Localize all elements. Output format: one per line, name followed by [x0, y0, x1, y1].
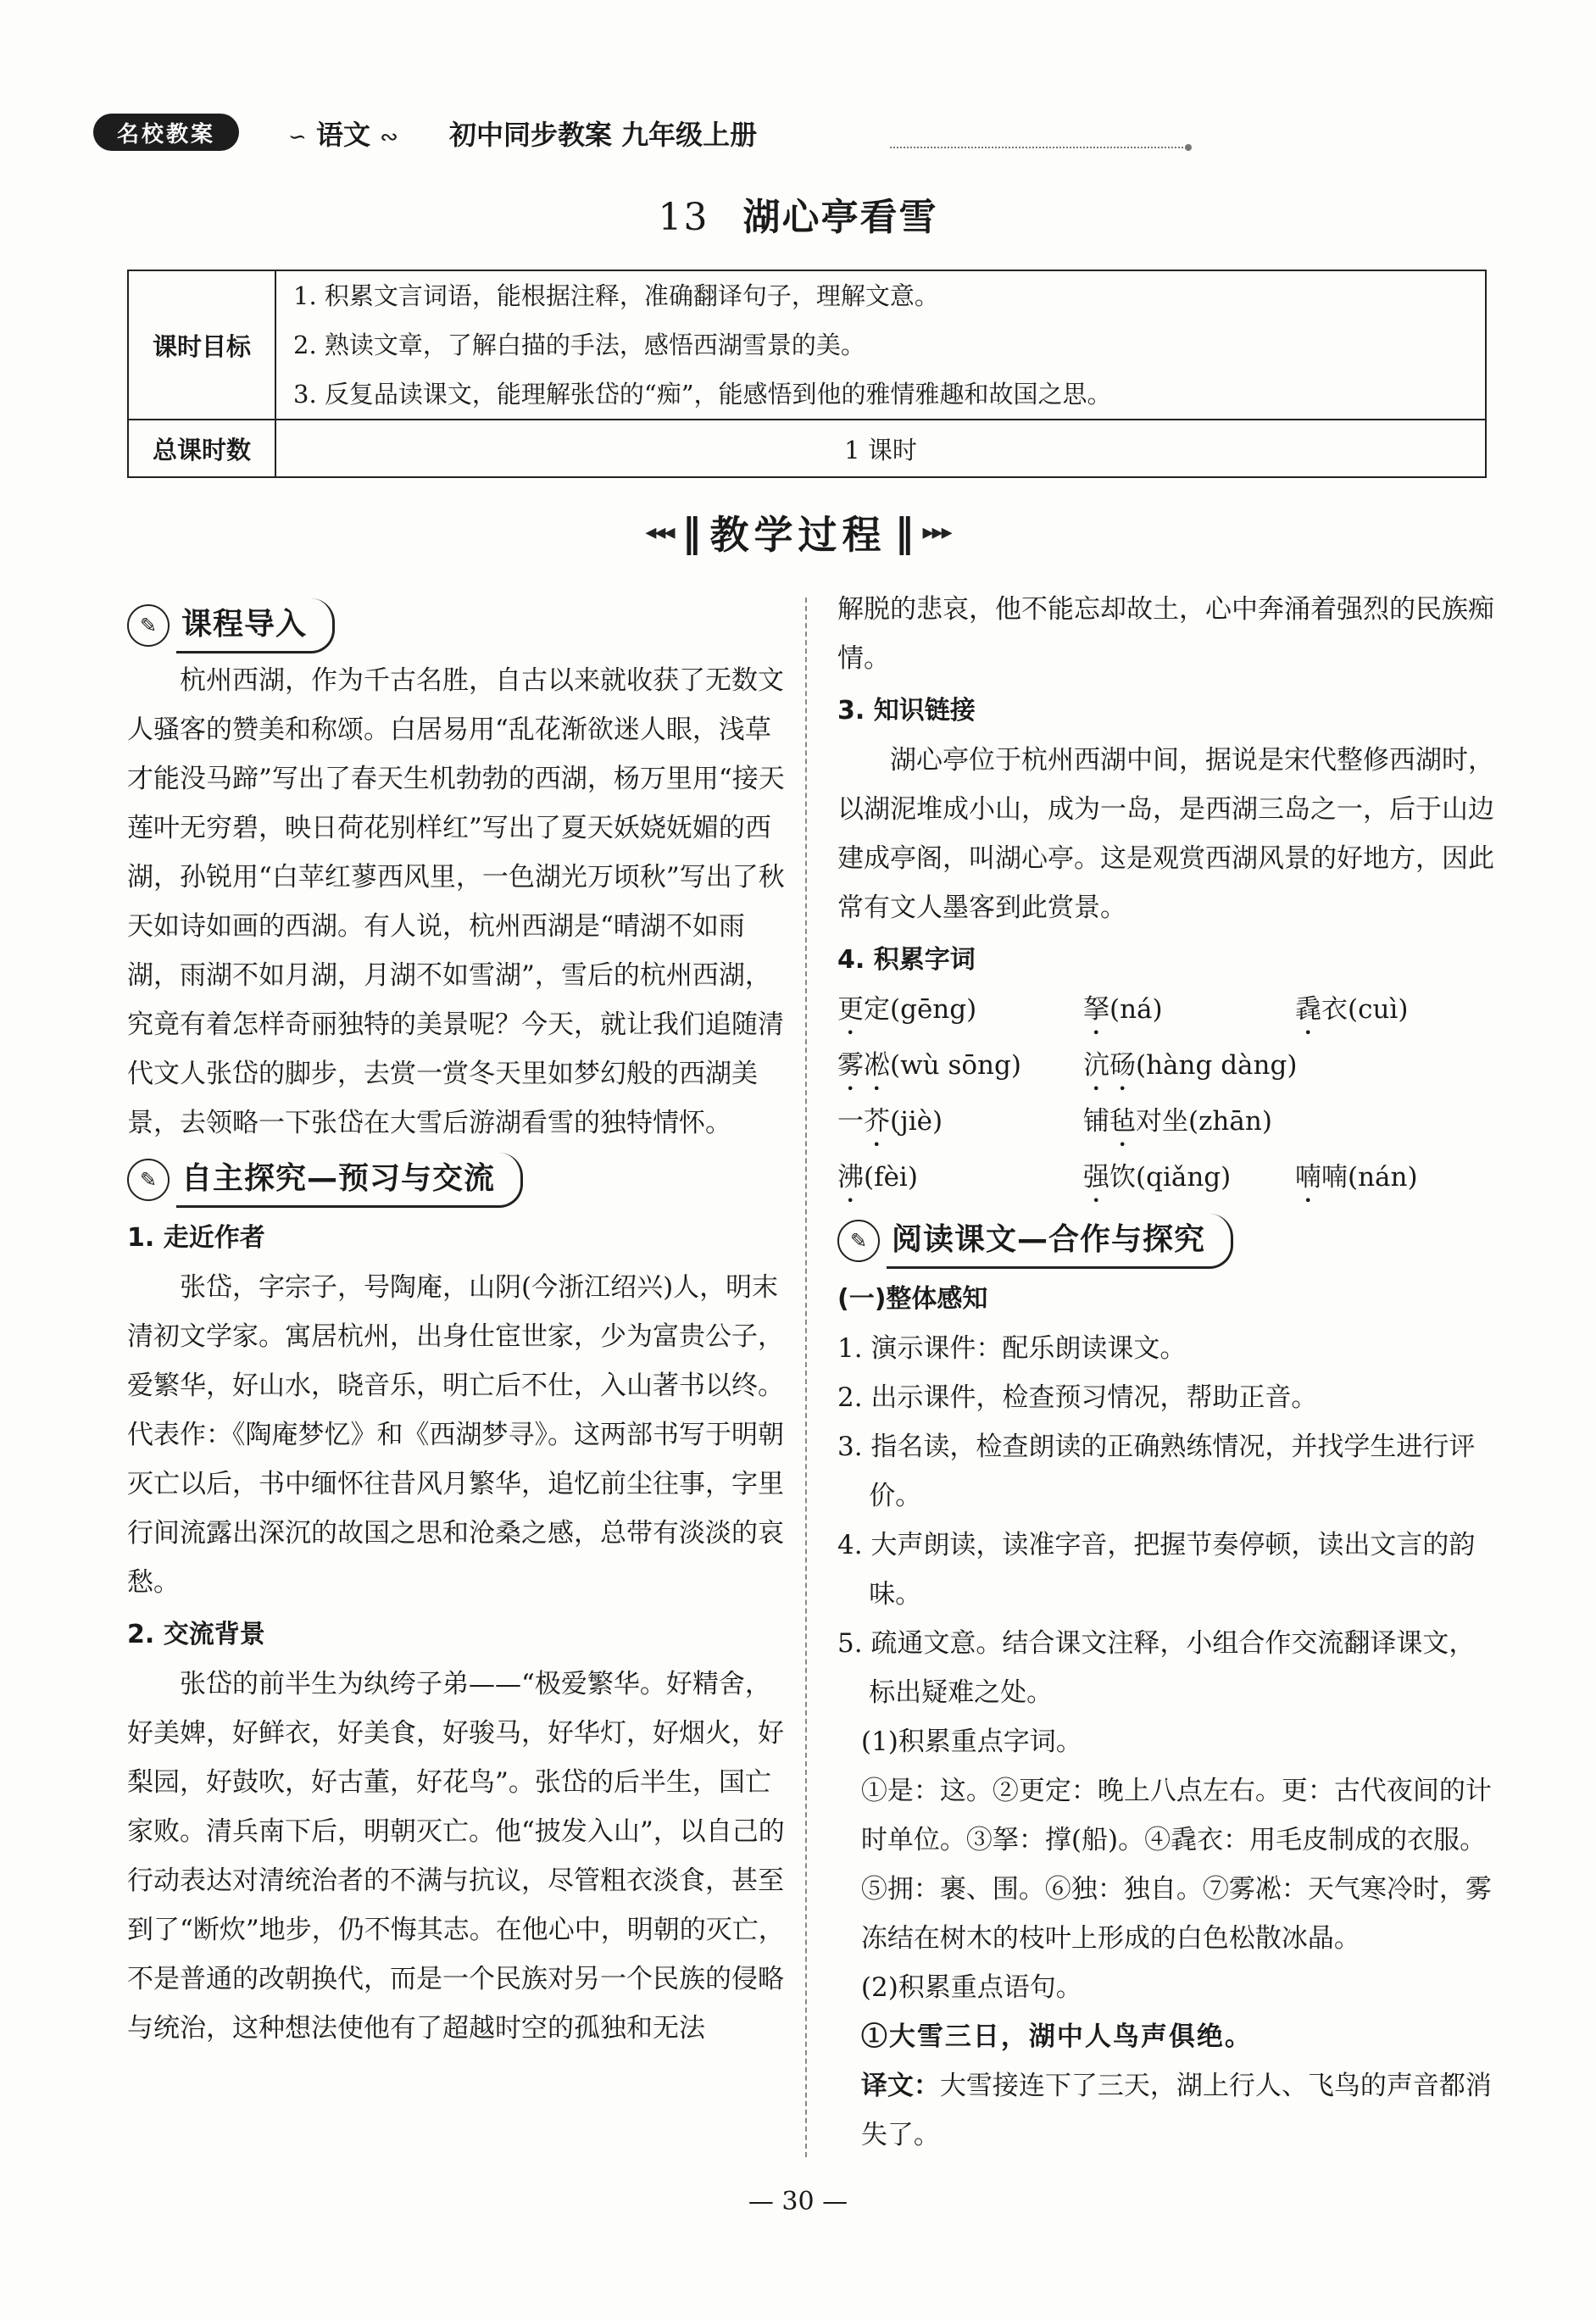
step-item: 5. 疏通文意。结合课文注释，小组合作交流翻译课文，标出疑难之处。	[837, 1628, 1476, 1708]
vocab-heading: 4. 积累字词	[837, 945, 976, 975]
goal-item: 3. 反复品读课文，能理解张岱的“痴”，能感悟到他的雅情雅趣和故国之思。	[293, 380, 1112, 409]
subject-label	[288, 114, 398, 153]
goal-item: 2. 熟读文章，了解白描的手法，感悟西湖雪景的美。	[293, 331, 865, 359]
intro-paragraph: 杭州西湖，作为千古名胜，自古以来就收获了无数文人骚客的赞美和称颂。白居易用“乱花渐欲迷人眼，浅草才能没马蹄”写出了春天生机勃勃的西湖，杨万里用“接天莲叶无穷碧，映日荷花别样红”写出了夏天妖娆妩媚的西湖，孙锐用“白苹红蓼西风里，一色湖光万顷秋”写出了秋天如诗如画的西湖。有人说，杭州西湖是“晴湖不如雨湖，雨湖不如月湖，月湖不如雪湖”，雪后的杭州西湖，究竟有着怎样奇丽独特的美景呢？今天，就让我们追随清代文人张岱的脚步，去赏一赏冬天里如梦幻般的西湖美景，去领略一下张岱在大雪后游湖看雪的独特情怀。	[127, 665, 785, 1138]
book-title: 初中同步教案 九年级上册	[449, 119, 758, 151]
part-heading: (一)整体感知	[837, 1284, 988, 1314]
vocab-item: 拏(ná)	[1083, 994, 1163, 1025]
banner-bar-right-icon: ‖	[894, 509, 915, 555]
explore-heading-text: 自主探究—预习与交流	[176, 1153, 523, 1208]
intro-heading-text: 课程导入	[176, 598, 335, 653]
intro-heading	[127, 600, 335, 651]
vocab-item: 一芥(jiè)	[837, 1106, 943, 1137]
banner-arrows-left: ◂◂◂	[645, 520, 674, 545]
left-column	[127, 593, 788, 2053]
author-heading: 1. 走近作者	[127, 1223, 265, 1253]
author-paragraph: 张岱，字宗子，号陶庵，山阴(今浙江绍兴)人，明末清初文学家。寓居杭州，出身仕宦世家，少为富贵公子，爱繁华，好山水，晓音乐，明亡后不仕，入山著书以终。代表作：《陶庵梦忆》和《西湖梦寻》。这两部书写于明朝灭亡以后，书中缅怀往昔风月繁华，追忆前尘往事，字里行间流露出深沉的故国之思和沧桑之感，总带有淡淡的哀愁。	[127, 1272, 784, 1598]
explore-heading	[127, 1154, 523, 1205]
lesson-title	[0, 186, 1596, 241]
translation-text: 大雪接连下了三天，湖上行人、飞鸟的声音都消失了。	[860, 2071, 1492, 2150]
section-banner	[0, 500, 1596, 564]
page-number: — 30 —	[748, 2187, 848, 2216]
vocab-item: 毳衣(cuì)	[1295, 994, 1409, 1025]
goals-label: 课时目标	[128, 270, 275, 420]
step-item: 2. 出示课件，检查预习情况，帮助正音。	[837, 1382, 1318, 1413]
section-badge-icon: ✎	[127, 604, 170, 647]
right-column	[837, 585, 1499, 2160]
link-paragraph: 湖心亭位于杭州西湖中间，据说是宋代整修西湖时，以湖泥堆成小山，成为一岛，是西湖三岛之一，后于山边建成亭阁，叫湖心亭。这是观赏西湖风景的好地方，因此常有文人墨客到此赏景。	[837, 745, 1494, 923]
series-logo: 名校教案	[93, 114, 239, 151]
vocab-item: 喃喃(nán)	[1295, 1162, 1418, 1193]
background-paragraph: 张岱的前半生为纨绔子弟——“极爱繁华。好精舍，好美婢，好鲜衣，好美食，好骏马，好华灯，好烟火，好梨园，好鼓吹，好古董，好花鸟”。张岱的后半生，国亡家败。清兵南下后，明朝灭亡。他“披发入山”，以自己的行动表达对清统治者的不满与抗议，尽管粗衣淡食，甚至到了“断炊”地步，仍不悔其志。在他心中，明朝的灭亡，不是普通的改朝换代，而是一个民族对另一个民族的侵略与统治，这种想法使他有了超越时空的孤独和无法	[127, 1669, 785, 2044]
vocab-item: 强饮(qiǎng)	[1083, 1162, 1232, 1193]
subject-text: 语文	[315, 119, 370, 151]
vocab-item: 雾凇(wù sōng)	[837, 1050, 1021, 1081]
goal-item: 1. 积累文言词语，能根据注释，准确翻译句子，理解文意。	[293, 281, 939, 310]
step-item: 4. 大声朗读，读准字音，把握节奏停顿，读出文言的韵味。	[837, 1530, 1476, 1610]
sentences-subheading: (2)积累重点语句。	[860, 1972, 1082, 2003]
lesson-name: 湖心亭看雪	[742, 196, 938, 239]
key-sentence: ①大雪三日，湖中人鸟声俱绝。	[860, 2021, 1253, 2052]
column-divider	[805, 598, 807, 2157]
link-heading: 3. 知识链接	[837, 696, 976, 726]
swirl-left-icon: ∽	[288, 125, 307, 150]
words-subheading: (1)积累重点字词。	[860, 1727, 1082, 1757]
banner-title: 教学过程	[709, 512, 887, 558]
banner-bar-left-icon: ‖	[681, 509, 702, 555]
vocab-item: 铺毡对坐(zhān)	[1083, 1106, 1272, 1137]
background-heading: 2. 交流背景	[127, 1620, 265, 1649]
lesson-goals-table	[127, 270, 1487, 478]
read-heading	[837, 1215, 1233, 1266]
read-heading-text: 阅读课文—合作与探究	[887, 1214, 1233, 1269]
step-item: 3. 指名读，检查朗读的正确熟练情况，并找学生进行评价。	[837, 1432, 1476, 1511]
background-continuation: 解脱的悲哀，他不能忘却故土，心中奔涌着强烈的民族痴情。	[837, 594, 1494, 674]
hours-label: 总课时数	[128, 420, 275, 477]
vocab-item: 更定(gēng)	[837, 994, 977, 1025]
swirl-right-icon: ∾	[380, 125, 398, 150]
vocab-grid	[837, 985, 1499, 1209]
header-dotted-rule	[890, 147, 1187, 148]
words-text: ①是：这。②更定：晚上八点左右。更：古代夜间的计时单位。③拏：撑(船)。④毳衣：用毛皮制成的衣服。⑤拥：裹、围。⑥独：独自。⑦雾凇：天气寒冷时，雾冻结在树木的枝叶上形成的白色松散冰晶。	[860, 1776, 1492, 1954]
goals-list	[275, 270, 1486, 420]
section-badge-icon: ✎	[837, 1220, 880, 1262]
banner-arrows-right: ▸▸▸	[922, 520, 951, 545]
vocab-item: 沆砀(hàng dàng)	[1083, 1050, 1298, 1081]
page-header	[93, 108, 1110, 156]
translation-label: 译文：	[860, 2071, 940, 2101]
hours-value: 1 课时	[275, 420, 1486, 477]
section-badge-icon: ✎	[127, 1159, 170, 1201]
vocab-item: 沸(fèi)	[837, 1162, 918, 1193]
step-item: 1. 演示课件：配乐朗读课文。	[837, 1333, 1187, 1364]
lesson-number: 13	[658, 196, 709, 239]
translation	[837, 2061, 1499, 2160]
